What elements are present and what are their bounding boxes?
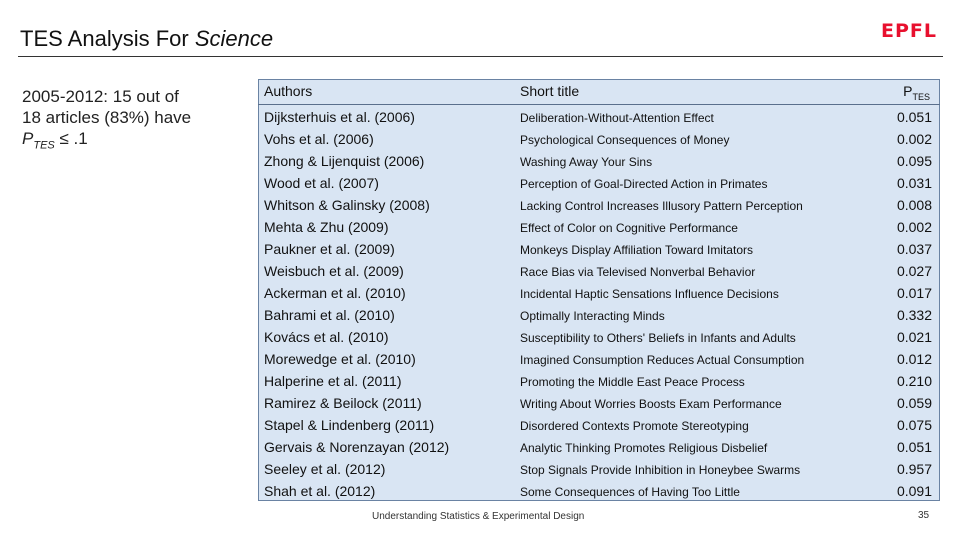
row-p-value: 0.051 — [896, 109, 932, 125]
row-p-value: 0.210 — [896, 373, 932, 389]
row-short-title: Stop Signals Provide Inhibition in Honeybee Swarms — [520, 463, 801, 477]
note-line-3 — [22, 128, 222, 156]
table-row — [258, 172, 940, 194]
note-tail: ≤ .1 — [54, 129, 88, 148]
note-line-2: 18 articles (83%) have — [22, 108, 192, 127]
header-p: P — [903, 83, 913, 99]
note-p-sub: TES — [33, 139, 55, 152]
table-row — [258, 348, 940, 370]
table-row — [258, 304, 940, 326]
row-short-title: Susceptibility to Others' Beliefs in Infants and Adults — [520, 331, 796, 345]
row-p-value: 0.017 — [896, 285, 932, 301]
row-short-title: Disordered Contexts Promote Stereotyping — [520, 419, 749, 433]
table-row — [258, 392, 940, 414]
row-p-value: 0.051 — [896, 439, 932, 455]
row-p-value: 0.332 — [896, 307, 932, 323]
row-short-title: Imagined Consumption Reduces Actual Consumption — [520, 353, 805, 367]
row-authors: Wood et al. (2007) — [264, 175, 379, 191]
row-p-value: 0.008 — [896, 197, 932, 213]
row-p-value: 0.075 — [896, 417, 932, 433]
row-authors: Dijksterhuis et al. (2006) — [264, 109, 415, 125]
row-short-title: Deliberation-Without-Attention Effect — [520, 111, 714, 125]
row-authors: Seeley et al. (2012) — [264, 461, 386, 477]
row-short-title: Promoting the Middle East Peace Process — [520, 375, 745, 389]
table-row — [258, 238, 940, 260]
row-short-title: Perception of Goal-Directed Action in Primates — [520, 177, 768, 191]
table-row — [258, 458, 940, 480]
row-p-value: 0.021 — [896, 329, 932, 345]
note-p: P — [22, 129, 34, 148]
table-row — [258, 414, 940, 436]
table-row — [258, 436, 940, 458]
footer-course: Understanding Statistics & Experimental Design — [372, 511, 585, 522]
row-p-value: 0.027 — [896, 263, 932, 279]
row-authors: Ackerman et al. (2010) — [264, 285, 406, 301]
row-short-title: Race Bias via Televised Nonverbal Behavior — [520, 265, 756, 279]
slide-title — [20, 26, 273, 52]
row-p-value: 0.002 — [896, 219, 932, 235]
table-row — [258, 194, 940, 216]
row-authors: Mehta & Zhu (2009) — [264, 219, 389, 235]
table-body — [258, 106, 940, 502]
row-p-value: 0.095 — [896, 153, 932, 169]
header-p-tes — [903, 83, 930, 102]
row-authors: Morewedge et al. (2010) — [264, 351, 416, 367]
row-p-value: 0.037 — [896, 241, 932, 257]
table-row — [258, 260, 940, 282]
summary-note — [22, 86, 222, 156]
row-short-title: Analytic Thinking Promotes Religious Disbelief — [520, 441, 768, 455]
row-p-value: 0.059 — [896, 395, 932, 411]
row-authors: Whitson & Galinsky (2008) — [264, 197, 430, 213]
table-row — [258, 128, 940, 150]
table-row — [258, 282, 940, 304]
row-short-title: Psychological Consequences of Money — [520, 133, 730, 147]
row-authors: Ramirez & Beilock (2011) — [264, 395, 422, 411]
row-p-value: 0.012 — [896, 351, 932, 367]
table-row — [258, 150, 940, 172]
row-authors: Bahrami et al. (2010) — [264, 307, 395, 323]
header-short-title: Short title — [520, 83, 580, 99]
row-authors: Zhong & Lijenquist (2006) — [264, 153, 425, 169]
title-plain: TES Analysis For — [20, 26, 195, 51]
header-p-sub: TES — [912, 91, 930, 102]
row-short-title: Writing About Worries Boosts Exam Performance — [520, 397, 782, 411]
row-authors: Gervais & Norenzayan (2012) — [264, 439, 450, 455]
row-authors: Kovács et al. (2010) — [264, 329, 389, 345]
row-authors: Halperine et al. (2011) — [264, 373, 402, 389]
row-short-title: Optimally Interacting Minds — [520, 309, 665, 323]
table-row — [258, 216, 940, 238]
title-italic: Science — [194, 26, 274, 51]
page-number: 35 — [918, 510, 930, 521]
row-short-title: Washing Away Your Sins — [520, 155, 653, 169]
row-authors: Paukner et al. (2009) — [264, 241, 395, 257]
row-short-title: Lacking Control Increases Illusory Pattern Perception — [520, 199, 803, 213]
row-short-title: Monkeys Display Affiliation Toward Imitators — [520, 243, 753, 257]
table-row — [258, 480, 940, 502]
table-row — [258, 370, 940, 392]
epfl-logo: EPFL — [881, 20, 937, 42]
header-authors: Authors — [264, 83, 313, 99]
title-divider — [18, 56, 943, 57]
row-p-value: 0.031 — [896, 175, 932, 191]
row-p-value: 0.091 — [896, 483, 932, 499]
table-row — [258, 326, 940, 348]
table-row — [258, 106, 940, 128]
row-authors: Stapel & Lindenberg (2011) — [264, 417, 435, 433]
row-authors: Vohs et al. (2006) — [264, 131, 374, 147]
row-short-title: Effect of Color on Cognitive Performance — [520, 221, 738, 235]
row-authors: Shah et al. (2012) — [264, 483, 376, 499]
table-header — [258, 79, 940, 105]
row-authors: Weisbuch et al. (2009) — [264, 263, 404, 279]
note-line-1: 2005-2012: 15 out of — [22, 87, 179, 106]
row-p-value: 0.002 — [896, 131, 932, 147]
row-short-title: Incidental Haptic Sensations Influence Decisions — [520, 287, 779, 301]
row-short-title: Some Consequences of Having Too Little — [520, 485, 740, 499]
row-p-value: 0.957 — [896, 461, 932, 477]
